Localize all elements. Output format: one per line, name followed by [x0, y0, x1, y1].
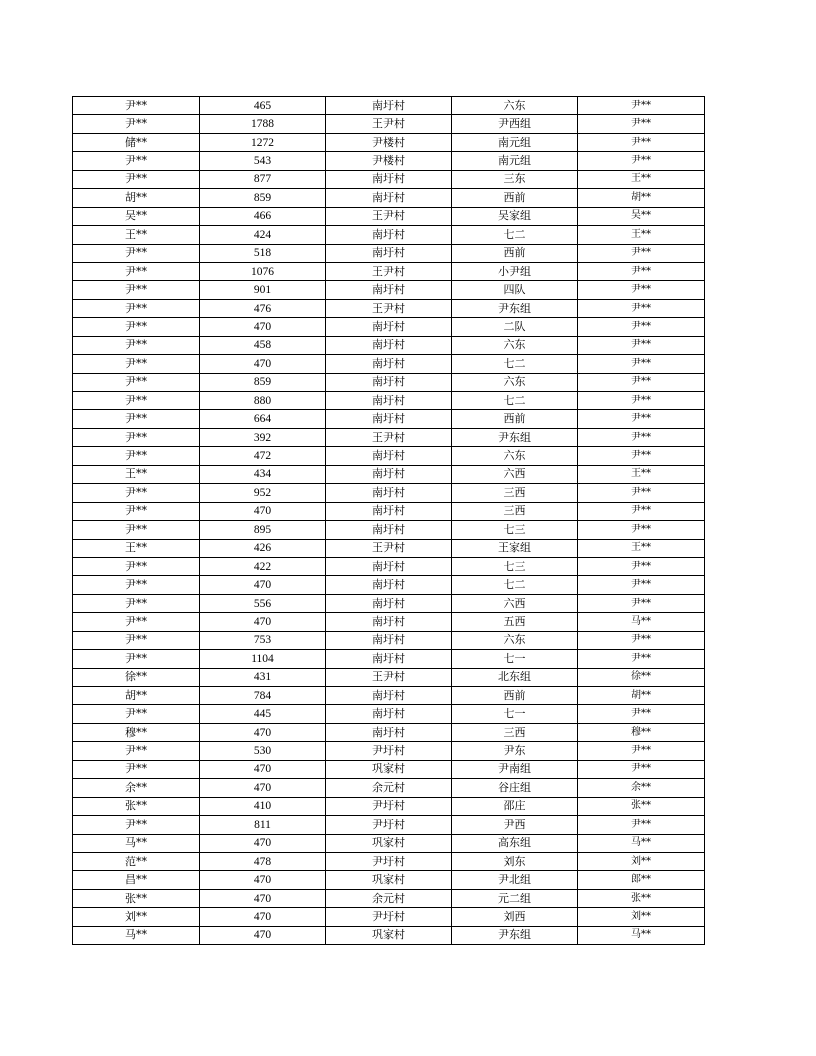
group-cell: 六东 — [452, 447, 578, 465]
village-cell: 南圩村 — [326, 226, 452, 244]
group-cell: 七一 — [452, 650, 578, 668]
table-row — [73, 336, 705, 354]
name-cell: 尹** — [73, 244, 200, 262]
group-cell: 六东 — [452, 373, 578, 391]
table-row — [73, 631, 705, 649]
recipient-cell: 王** — [578, 465, 705, 483]
recipient-cell: 尹** — [578, 650, 705, 668]
amount-cell: 458 — [200, 336, 326, 354]
village-cell: 南圩村 — [326, 465, 452, 483]
group-cell: 六西 — [452, 594, 578, 612]
amount-cell: 470 — [200, 779, 326, 797]
table-row — [73, 723, 705, 741]
group-cell: 南元组 — [452, 152, 578, 170]
village-cell: 尹楼村 — [326, 152, 452, 170]
amount-cell: 543 — [200, 152, 326, 170]
group-cell: 小尹组 — [452, 262, 578, 280]
group-cell: 三东 — [452, 170, 578, 188]
table-row — [73, 871, 705, 889]
recipient-cell: 尹** — [578, 502, 705, 520]
amount-cell: 431 — [200, 668, 326, 686]
records-table — [72, 96, 705, 945]
table-row — [73, 742, 705, 760]
village-cell: 王尹村 — [326, 668, 452, 686]
group-cell: 四队 — [452, 281, 578, 299]
recipient-cell: 马** — [578, 926, 705, 944]
name-cell: 尹** — [73, 631, 200, 649]
table-row — [73, 539, 705, 557]
name-cell: 储** — [73, 133, 200, 151]
name-cell: 马** — [73, 926, 200, 944]
village-cell: 南圩村 — [326, 650, 452, 668]
village-cell: 余元村 — [326, 779, 452, 797]
name-cell: 尹** — [73, 428, 200, 446]
table-row — [73, 779, 705, 797]
village-cell: 南圩村 — [326, 244, 452, 262]
village-cell: 王尹村 — [326, 262, 452, 280]
group-cell: 七二 — [452, 576, 578, 594]
name-cell: 王** — [73, 465, 200, 483]
table-row — [73, 428, 705, 446]
name-cell: 尹** — [73, 705, 200, 723]
amount-cell: 424 — [200, 226, 326, 244]
village-cell: 王尹村 — [326, 299, 452, 317]
amount-cell: 556 — [200, 594, 326, 612]
table-row — [73, 299, 705, 317]
amount-cell: 465 — [200, 97, 326, 115]
name-cell: 余** — [73, 779, 200, 797]
name-cell: 尹** — [73, 152, 200, 170]
name-cell: 尹** — [73, 355, 200, 373]
table-row — [73, 133, 705, 151]
group-cell: 西前 — [452, 410, 578, 428]
village-cell: 南圩村 — [326, 392, 452, 410]
name-cell: 尹** — [73, 816, 200, 834]
amount-cell: 859 — [200, 373, 326, 391]
recipient-cell: 尹** — [578, 521, 705, 539]
recipient-cell: 王** — [578, 170, 705, 188]
village-cell: 南圩村 — [326, 355, 452, 373]
table-row — [73, 889, 705, 907]
amount-cell: 784 — [200, 687, 326, 705]
name-cell: 吴** — [73, 207, 200, 225]
recipient-cell: 尹** — [578, 133, 705, 151]
group-cell: 五西 — [452, 613, 578, 631]
group-cell: 尹北组 — [452, 871, 578, 889]
table-row — [73, 557, 705, 575]
group-cell: 高东组 — [452, 834, 578, 852]
table-row — [73, 484, 705, 502]
name-cell: 尹** — [73, 170, 200, 188]
recipient-cell: 马** — [578, 834, 705, 852]
name-cell: 尹** — [73, 742, 200, 760]
village-cell: 南圩村 — [326, 613, 452, 631]
amount-cell: 470 — [200, 926, 326, 944]
recipient-cell: 尹** — [578, 336, 705, 354]
village-cell: 南圩村 — [326, 594, 452, 612]
name-cell: 尹** — [73, 613, 200, 631]
name-cell: 张** — [73, 797, 200, 815]
amount-cell: 877 — [200, 170, 326, 188]
name-cell: 尹** — [73, 594, 200, 612]
table-row — [73, 668, 705, 686]
name-cell: 穆** — [73, 723, 200, 741]
village-cell: 南圩村 — [326, 447, 452, 465]
amount-cell: 478 — [200, 852, 326, 870]
amount-cell: 476 — [200, 299, 326, 317]
village-cell: 南圩村 — [326, 576, 452, 594]
table-row — [73, 281, 705, 299]
name-cell: 昌** — [73, 871, 200, 889]
table-row — [73, 834, 705, 852]
village-cell: 南圩村 — [326, 281, 452, 299]
group-cell: 尹东组 — [452, 428, 578, 446]
name-cell: 尹** — [73, 336, 200, 354]
village-cell: 巩家村 — [326, 760, 452, 778]
table-row — [73, 705, 705, 723]
amount-cell: 1788 — [200, 115, 326, 133]
records-table-body — [73, 97, 705, 945]
name-cell: 尹** — [73, 760, 200, 778]
name-cell: 胡** — [73, 687, 200, 705]
table-row — [73, 760, 705, 778]
name-cell: 刘** — [73, 908, 200, 926]
amount-cell: 518 — [200, 244, 326, 262]
village-cell: 巩家村 — [326, 871, 452, 889]
amount-cell: 470 — [200, 318, 326, 336]
village-cell: 尹圩村 — [326, 742, 452, 760]
village-cell: 巩家村 — [326, 834, 452, 852]
table-row — [73, 244, 705, 262]
village-cell: 尹圩村 — [326, 908, 452, 926]
name-cell: 尹** — [73, 576, 200, 594]
group-cell: 尹东组 — [452, 926, 578, 944]
village-cell: 南圩村 — [326, 336, 452, 354]
recipient-cell: 尹** — [578, 557, 705, 575]
village-cell: 南圩村 — [326, 318, 452, 336]
recipient-cell: 尹** — [578, 410, 705, 428]
recipient-cell: 尹** — [578, 594, 705, 612]
recipient-cell: 刘** — [578, 908, 705, 926]
table-row — [73, 115, 705, 133]
table-row — [73, 189, 705, 207]
village-cell: 南圩村 — [326, 557, 452, 575]
recipient-cell: 尹** — [578, 355, 705, 373]
amount-cell: 470 — [200, 576, 326, 594]
village-cell: 南圩村 — [326, 502, 452, 520]
group-cell: 六东 — [452, 336, 578, 354]
recipient-cell: 胡** — [578, 687, 705, 705]
recipient-cell: 徐** — [578, 668, 705, 686]
village-cell: 南圩村 — [326, 723, 452, 741]
group-cell: 三西 — [452, 502, 578, 520]
table-row — [73, 502, 705, 520]
table-row — [73, 797, 705, 815]
name-cell: 尹** — [73, 650, 200, 668]
recipient-cell: 尹** — [578, 705, 705, 723]
village-cell: 尹圩村 — [326, 797, 452, 815]
group-cell: 北东组 — [452, 668, 578, 686]
group-cell: 六东 — [452, 97, 578, 115]
recipient-cell: 张** — [578, 889, 705, 907]
group-cell: 七二 — [452, 226, 578, 244]
table-row — [73, 687, 705, 705]
name-cell: 张** — [73, 889, 200, 907]
village-cell: 南圩村 — [326, 631, 452, 649]
recipient-cell: 穆** — [578, 723, 705, 741]
amount-cell: 470 — [200, 723, 326, 741]
recipient-cell: 余** — [578, 779, 705, 797]
name-cell: 尹** — [73, 299, 200, 317]
group-cell: 六西 — [452, 465, 578, 483]
recipient-cell: 尹** — [578, 373, 705, 391]
name-cell: 胡** — [73, 189, 200, 207]
village-cell: 南圩村 — [326, 705, 452, 723]
amount-cell: 470 — [200, 613, 326, 631]
name-cell: 尹** — [73, 115, 200, 133]
recipient-cell: 尹** — [578, 760, 705, 778]
group-cell: 元二组 — [452, 889, 578, 907]
village-cell: 王尹村 — [326, 115, 452, 133]
recipient-cell: 张** — [578, 797, 705, 815]
recipient-cell: 马** — [578, 613, 705, 631]
amount-cell: 410 — [200, 797, 326, 815]
amount-cell: 470 — [200, 908, 326, 926]
amount-cell: 880 — [200, 392, 326, 410]
amount-cell: 753 — [200, 631, 326, 649]
group-cell: 三西 — [452, 723, 578, 741]
group-cell: 六东 — [452, 631, 578, 649]
group-cell: 西前 — [452, 244, 578, 262]
recipient-cell: 刘** — [578, 852, 705, 870]
amount-cell: 530 — [200, 742, 326, 760]
table-row — [73, 262, 705, 280]
recipient-cell: 郎** — [578, 871, 705, 889]
table-row — [73, 465, 705, 483]
group-cell: 尹南组 — [452, 760, 578, 778]
amount-cell: 472 — [200, 447, 326, 465]
table-row — [73, 521, 705, 539]
group-cell: 邵庄 — [452, 797, 578, 815]
amount-cell: 426 — [200, 539, 326, 557]
recipient-cell: 尹** — [578, 392, 705, 410]
table-row — [73, 97, 705, 115]
recipient-cell: 尹** — [578, 152, 705, 170]
name-cell: 尹** — [73, 557, 200, 575]
amount-cell: 859 — [200, 189, 326, 207]
amount-cell: 466 — [200, 207, 326, 225]
amount-cell: 1104 — [200, 650, 326, 668]
amount-cell: 1272 — [200, 133, 326, 151]
amount-cell: 470 — [200, 502, 326, 520]
village-cell: 南圩村 — [326, 170, 452, 188]
group-cell: 刘东 — [452, 852, 578, 870]
table-row — [73, 226, 705, 244]
recipient-cell: 王** — [578, 226, 705, 244]
recipient-cell: 尹** — [578, 262, 705, 280]
amount-cell: 434 — [200, 465, 326, 483]
village-cell: 巩家村 — [326, 926, 452, 944]
group-cell: 七三 — [452, 521, 578, 539]
recipient-cell: 吴** — [578, 207, 705, 225]
amount-cell: 1076 — [200, 262, 326, 280]
group-cell: 二队 — [452, 318, 578, 336]
table-row — [73, 207, 705, 225]
table-row — [73, 410, 705, 428]
group-cell: 西前 — [452, 189, 578, 207]
village-cell: 南圩村 — [326, 189, 452, 207]
name-cell: 徐** — [73, 668, 200, 686]
recipient-cell: 尹** — [578, 447, 705, 465]
amount-cell: 895 — [200, 521, 326, 539]
village-cell: 南圩村 — [326, 410, 452, 428]
name-cell: 马** — [73, 834, 200, 852]
amount-cell: 470 — [200, 871, 326, 889]
group-cell: 七二 — [452, 355, 578, 373]
name-cell: 尹** — [73, 318, 200, 336]
name-cell: 尹** — [73, 262, 200, 280]
amount-cell: 470 — [200, 760, 326, 778]
amount-cell: 952 — [200, 484, 326, 502]
recipient-cell: 尹** — [578, 484, 705, 502]
amount-cell: 470 — [200, 355, 326, 373]
amount-cell: 422 — [200, 557, 326, 575]
table-row — [73, 318, 705, 336]
name-cell: 尹** — [73, 373, 200, 391]
group-cell: 尹西组 — [452, 115, 578, 133]
group-cell: 西前 — [452, 687, 578, 705]
group-cell: 尹东 — [452, 742, 578, 760]
village-cell: 南圩村 — [326, 97, 452, 115]
table-row — [73, 152, 705, 170]
recipient-cell: 尹** — [578, 299, 705, 317]
name-cell: 王** — [73, 226, 200, 244]
amount-cell: 811 — [200, 816, 326, 834]
village-cell: 南圩村 — [326, 484, 452, 502]
village-cell: 南圩村 — [326, 373, 452, 391]
group-cell: 七一 — [452, 705, 578, 723]
recipient-cell: 尹** — [578, 115, 705, 133]
group-cell: 尹东组 — [452, 299, 578, 317]
village-cell: 余元村 — [326, 889, 452, 907]
group-cell: 三西 — [452, 484, 578, 502]
group-cell: 谷庄组 — [452, 779, 578, 797]
table-row — [73, 852, 705, 870]
name-cell: 尹** — [73, 447, 200, 465]
name-cell: 范** — [73, 852, 200, 870]
group-cell: 吴家组 — [452, 207, 578, 225]
name-cell: 尹** — [73, 392, 200, 410]
village-cell: 南圩村 — [326, 687, 452, 705]
name-cell: 尹** — [73, 410, 200, 428]
table-row — [73, 908, 705, 926]
table-row — [73, 447, 705, 465]
amount-cell: 470 — [200, 834, 326, 852]
amount-cell: 470 — [200, 889, 326, 907]
group-cell: 刘西 — [452, 908, 578, 926]
recipient-cell: 尹** — [578, 428, 705, 446]
name-cell: 尹** — [73, 484, 200, 502]
table-row — [73, 170, 705, 188]
recipient-cell: 尹** — [578, 816, 705, 834]
recipient-cell: 王** — [578, 539, 705, 557]
recipient-cell: 尹** — [578, 742, 705, 760]
village-cell: 尹楼村 — [326, 133, 452, 151]
amount-cell: 664 — [200, 410, 326, 428]
group-cell: 南元组 — [452, 133, 578, 151]
village-cell: 王尹村 — [326, 539, 452, 557]
table-row — [73, 613, 705, 631]
table-row — [73, 594, 705, 612]
table-row — [73, 816, 705, 834]
group-cell: 七二 — [452, 392, 578, 410]
name-cell: 尹** — [73, 502, 200, 520]
recipient-cell: 尹** — [578, 631, 705, 649]
name-cell: 尹** — [73, 521, 200, 539]
recipient-cell: 尹** — [578, 97, 705, 115]
village-cell: 尹圩村 — [326, 816, 452, 834]
village-cell: 尹圩村 — [326, 852, 452, 870]
amount-cell: 445 — [200, 705, 326, 723]
recipient-cell: 尹** — [578, 281, 705, 299]
table-row — [73, 576, 705, 594]
name-cell: 尹** — [73, 97, 200, 115]
group-cell: 王家组 — [452, 539, 578, 557]
village-cell: 王尹村 — [326, 428, 452, 446]
name-cell: 王** — [73, 539, 200, 557]
amount-cell: 392 — [200, 428, 326, 446]
recipient-cell: 尹** — [578, 318, 705, 336]
group-cell: 七三 — [452, 557, 578, 575]
group-cell: 尹西 — [452, 816, 578, 834]
table-row — [73, 392, 705, 410]
table-row — [73, 373, 705, 391]
table-row — [73, 355, 705, 373]
table-row — [73, 650, 705, 668]
recipient-cell: 尹** — [578, 244, 705, 262]
recipient-cell: 尹** — [578, 576, 705, 594]
recipient-cell: 胡** — [578, 189, 705, 207]
village-cell: 南圩村 — [326, 521, 452, 539]
name-cell: 尹** — [73, 281, 200, 299]
table-row — [73, 926, 705, 944]
village-cell: 王尹村 — [326, 207, 452, 225]
amount-cell: 901 — [200, 281, 326, 299]
